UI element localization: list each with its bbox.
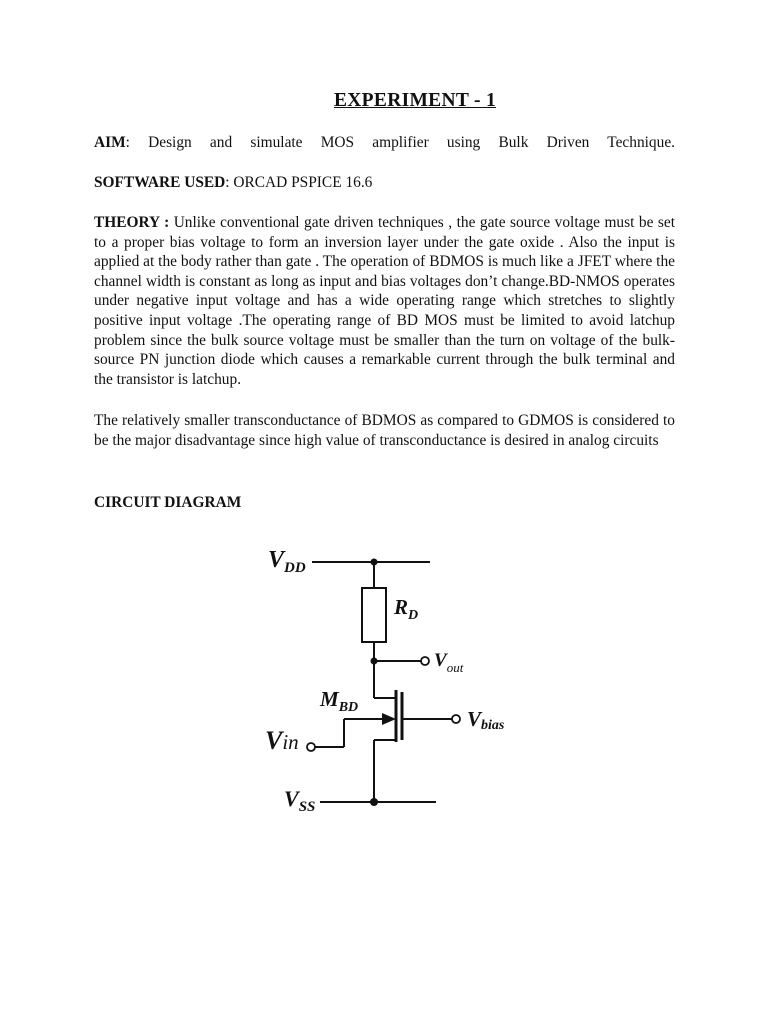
vbias-label: Vbias <box>467 707 505 733</box>
aim-text: : Design and simulate MOS amplifier using Bulk Driven Technique. <box>125 134 675 151</box>
experiment-title: EXPERIMENT - 1 <box>333 90 497 111</box>
mbd-label: $M_{BD}$ <box>320 687 359 715</box>
vout-terminal <box>421 657 429 665</box>
aim-label: AIM <box>94 134 126 151</box>
circuit-heading: CIRCUIT DIAGRAM <box>94 494 242 511</box>
rd-label: $R_D$ <box>394 595 419 623</box>
theory-paragraph <box>94 213 675 389</box>
vbias-terminal <box>452 715 460 723</box>
software-paragraph <box>94 173 675 193</box>
resistor-rd <box>362 588 386 642</box>
software-label: SOFTWARE USED <box>94 174 226 191</box>
circuit-diagram <box>250 530 540 820</box>
theory-label: THEORY : <box>94 214 170 231</box>
vin-terminal <box>307 743 315 751</box>
theory-text: Unlike conventional gate driven techniques , the gate source voltage must be set to a proper bias voltage to form an inversion layer under the gate oxide . Also the input is applied at the body rather than gate . The operation of BDMOS is much like a JFET where the channel width is constant as long as input and bias voltages don’t change.BD-NMOS operates under negative input voltage and has a wide operating range which stretches to slightly positive input voltage .The operating range of BD MOS must be limited to avoid latchup problem since the bulk source voltage must be smaller than the turn on voltage of the bulk-source PN junction diode which causes a remarkable current through the bulk terminal and the transistor is latchup. <box>94 214 675 388</box>
theory-paragraph-2: The relatively smaller transconductance of BDMOS as compared to GDMOS is considered to be the major disadvantage since high value of transconductance is desired in analog circuits <box>94 412 675 449</box>
bulk-arrow <box>382 713 396 725</box>
vout-label: $V_{out}$ <box>434 650 464 675</box>
vss-label: $V_{SS}$ <box>284 786 316 815</box>
software-text: : ORCAD PSPICE 16.6 <box>225 174 373 191</box>
vdd-label: $V_{DD}$ <box>268 547 306 576</box>
vin-label: Vin <box>265 726 299 755</box>
vss-node <box>370 798 378 806</box>
aim-paragraph <box>94 133 675 153</box>
